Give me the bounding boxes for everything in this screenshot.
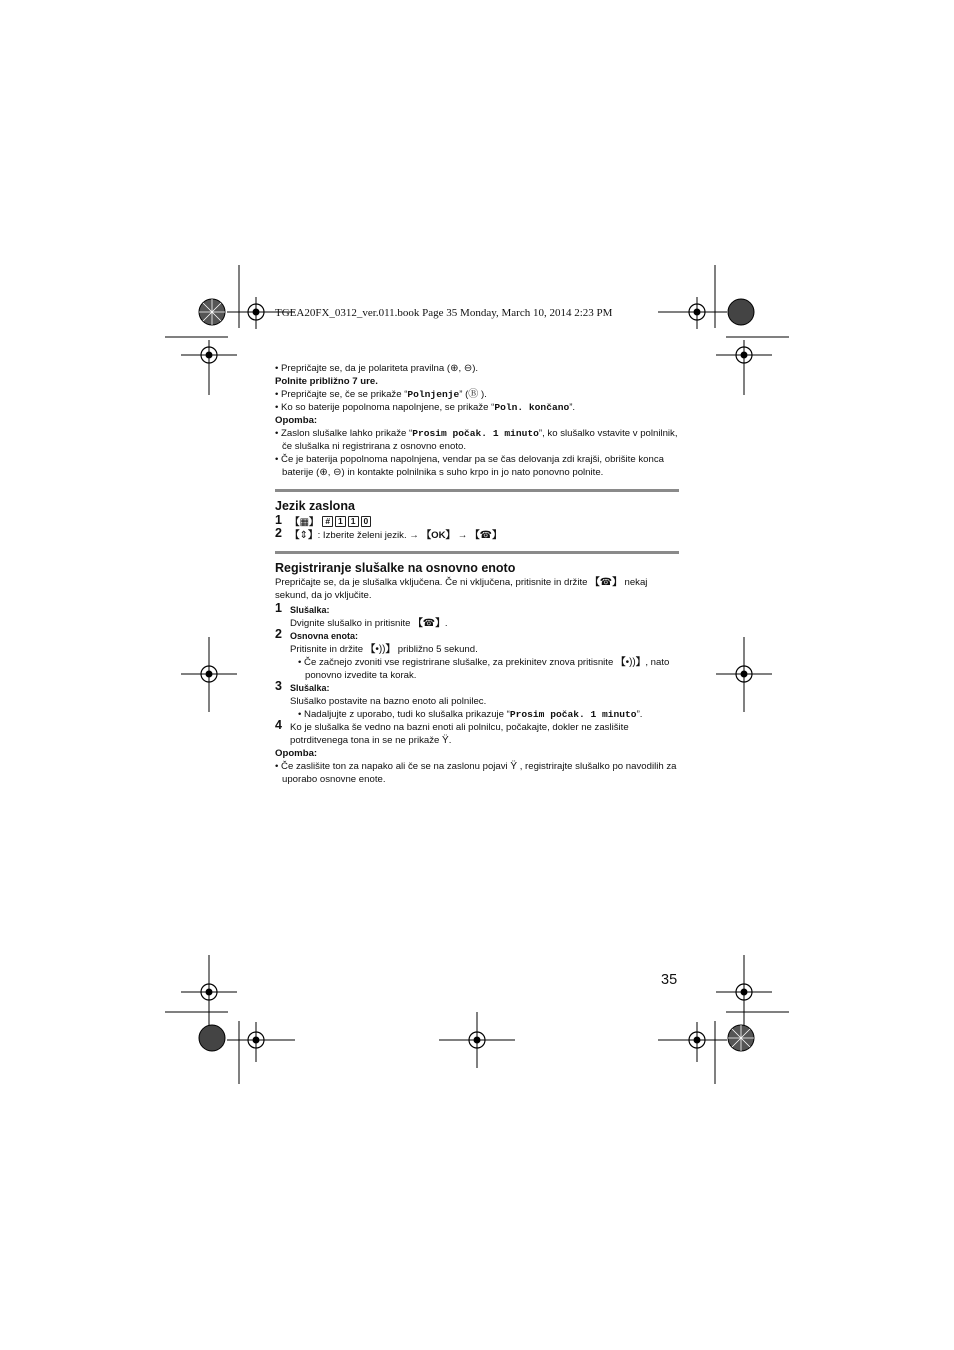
charge-heading: Polnite približno 7 ure. xyxy=(275,376,378,387)
register-note-bullet: • Če zaslišite ton za napako ali če se na zaslonu pojavi Ÿ , registrirajte slušalko po navodilih za uporabo osnovne enote. xyxy=(275,761,677,785)
polarity-bullet: • Prepričajte se, da je polariteta pravilna (⊕, ⊖). xyxy=(275,363,479,374)
section-title-language: Jezik zaslona xyxy=(275,499,355,513)
register-step-4: 4 Ko je slušalka še vedno na bazni enoti ali polnilcu, počakajte, dokler ne zaslišite potrditvenega tona in se ne prikaže Ÿ. xyxy=(275,718,629,746)
section-divider xyxy=(275,551,679,554)
display-charging-bullet: • Prepričajte se, če se prikaže “Polnjenje” (Ⓑ ). xyxy=(275,389,487,400)
page-number: 35 xyxy=(661,972,678,988)
antenna-flashing-icon: Ÿ xyxy=(510,761,518,772)
battery-icon: Ⓑ xyxy=(468,389,479,400)
off-icon: ☎ xyxy=(422,618,436,629)
key-1: 1 xyxy=(348,516,359,527)
note-label: Opomba: xyxy=(275,415,318,426)
register-intro: Prepričajte se, da je slušalka vključena. Če ni vključena, pritisnite in držite 【☎】 nekaj sekund, da jo vključite. xyxy=(275,577,648,601)
note-bullet-2: • Če je baterija popolnoma napolnjena, vendar pa se čas delovanja zdi krajši, obrišite konca baterije (⊕, ⊖) in kontakte polnilnika s suho krpo in jo nato ponovno polnite. xyxy=(275,454,664,478)
display-charged-bullet: • Ko so baterije popolnoma napolnjene, se prikaže “Poln. končano”. xyxy=(275,402,576,413)
register-step-3: 3 Slušalka: Slušalko postavite na bazno enoto ali polnilec. • Nadaljujte z uporabo, tudi ko slušalka prikazuje “Prosim počak. 1 minuto”. xyxy=(275,679,643,720)
menu-icon: ▦ xyxy=(299,517,310,528)
language-step-1: 1 【▦】 # 1 1 0 xyxy=(275,516,679,529)
minus-circle-icon: ⊖ xyxy=(463,363,473,374)
register-step-1: 1 Slušalka: Dvignite slušalko in pritisnite 【☎】. xyxy=(275,601,448,629)
plus-circle-icon: ⊕ xyxy=(450,363,459,374)
key-0: 0 xyxy=(361,516,372,527)
section-title-register: Registriranje slušalke na osnovno enoto xyxy=(275,561,516,575)
note-bullet-1: • Zaslon slušalke lahko prikaže “Prosim počak. 1 minuto”, ko slušalko vstavite v polnilnik, če slušalka ni registrirana z osnovno enoto. xyxy=(275,428,678,452)
key-hash: # xyxy=(322,516,333,527)
antenna-icon: Ÿ xyxy=(442,735,449,746)
language-step-2: 2 【⇕】: Izberite želeni jezik. → 【OK】 → 【☎】 xyxy=(275,526,502,541)
locator-icon: •)) xyxy=(375,644,386,655)
locator-icon: •)) xyxy=(625,657,636,668)
off-icon: ☎ xyxy=(599,577,613,588)
print-header: TGEA20FX_0312_ver.011.book Page 35 Monday, March 10, 2014 2:23 PM xyxy=(275,307,613,319)
section-divider xyxy=(275,489,679,492)
register-step-2: 2 Osnovna enota: Pritisnite in držite 【•))】 približno 5 sekund. • Če začnejo zvoniti vse registrirane slušalke, za prekinitev znova pritisnite 【•))】, nato ponovno izvedite ta korak. xyxy=(275,627,670,681)
key-1: 1 xyxy=(335,516,346,527)
off-icon: ☎ xyxy=(479,530,493,541)
up-down-icon: ⇕ xyxy=(299,530,308,541)
minus-circle-icon: ⊖ xyxy=(333,467,342,478)
plus-circle-icon: ⊕ xyxy=(319,467,328,478)
register-note-label: Opomba: xyxy=(275,748,318,759)
page-content xyxy=(275,362,679,786)
